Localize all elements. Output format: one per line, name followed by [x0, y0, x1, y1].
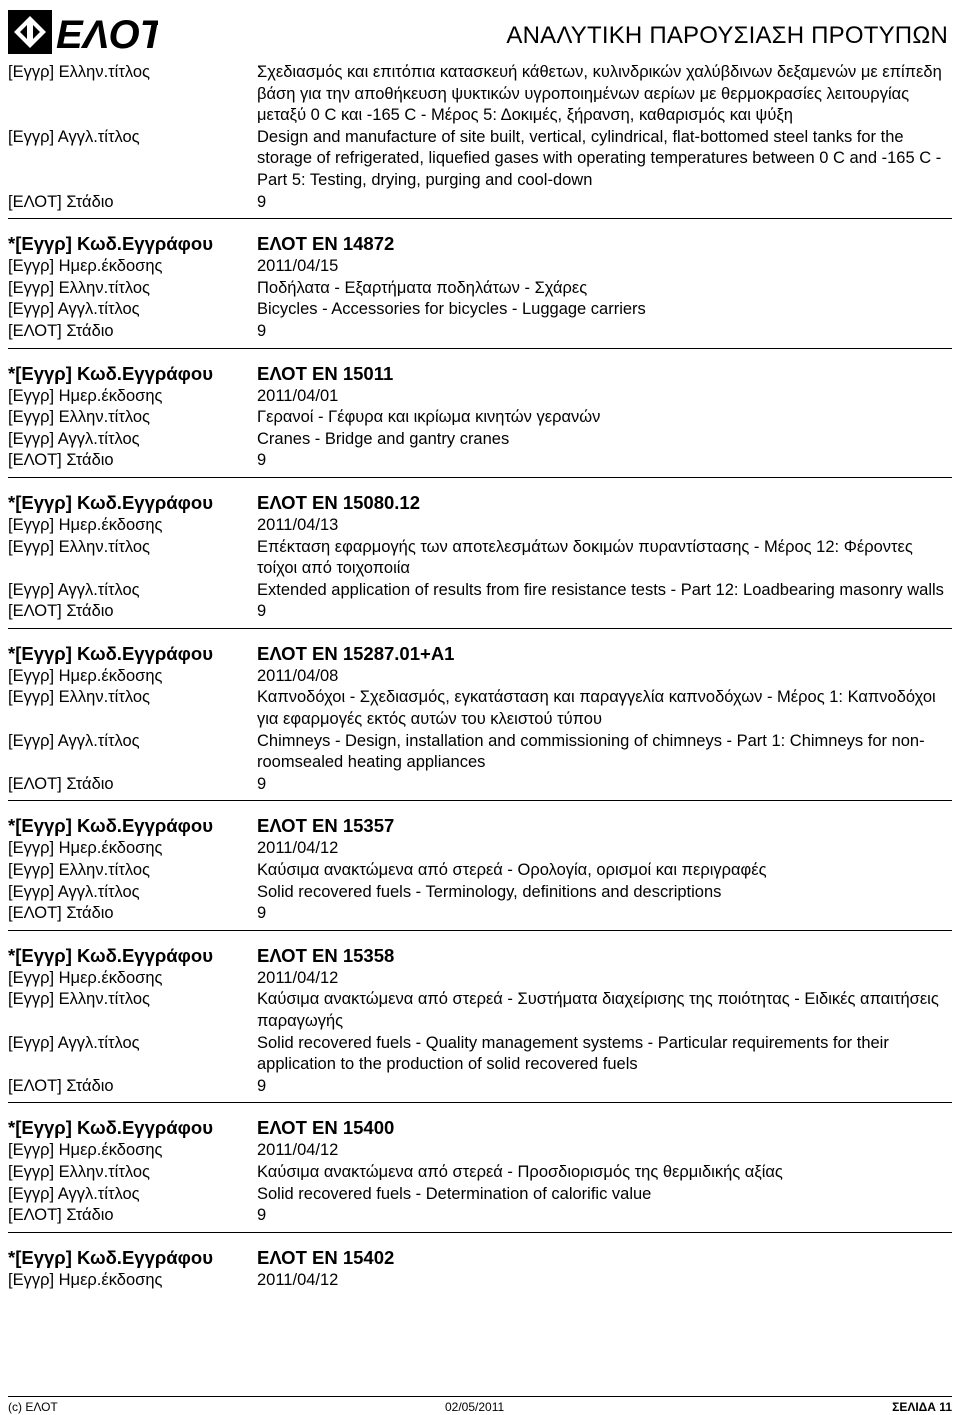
english-title-value: Extended application of results from fire resistance tests - Part 12: Loadbearing masonry walls — [257, 580, 944, 599]
stage-row — [8, 192, 952, 214]
document-code-row — [8, 491, 952, 515]
english-title-row — [8, 1184, 952, 1206]
issue-date-value: 2011/04/12 — [257, 1141, 339, 1160]
english-title-value: Design and manufacture of site built, vertical, cylindrical, flat-bottomed steel tanks for the storage of refrigerated, liquefied gases with operating temperatures between 0 C and -165 C - Part 5: Testing, drying, purging and cool-down — [257, 127, 942, 189]
issue-date-row — [8, 515, 952, 537]
issue-date-value: 2011/04/08 — [257, 666, 339, 685]
issue-date-label: [Εγγρ] Ημερ.έκδοσης — [8, 968, 163, 987]
document-code-label: *[Εγγρ] Κωδ.Εγγράφου — [8, 642, 213, 664]
greek-title-label: [Εγγρ] Ελλην.τίτλος — [8, 688, 150, 707]
document-code-value: ΕΛΟΤ EN 15358 — [257, 944, 395, 966]
english-title-label: [Εγγρ] Αγγλ.τίτλος — [8, 731, 140, 750]
english-title-row — [8, 299, 952, 321]
greek-title-label: [Εγγρ] Ελλην.τίτλος — [8, 278, 150, 297]
record-divider — [8, 800, 952, 801]
greek-title-row — [8, 1162, 952, 1184]
greek-title-row — [8, 860, 952, 882]
greek-title-value: Γερανοί - Γέφυρα και ικρίωμα κινητών γερανών — [257, 408, 601, 427]
record-divider — [8, 1102, 952, 1103]
greek-title-value: Καύσιμα ανακτώμενα από στερεά - Προσδιορισμός της θερμιδικής αξίας — [257, 1162, 783, 1181]
stage-value: 9 — [257, 451, 267, 470]
issue-date-row — [8, 256, 952, 278]
issue-date-label: [Εγγρ] Ημερ.έκδοσης — [8, 257, 163, 276]
issue-date-label: [Εγγρ] Ημερ.έκδοσης — [8, 1141, 163, 1160]
standard-record — [8, 814, 952, 924]
english-title-label: [Εγγρ] Αγγλ.τίτλος — [8, 127, 140, 146]
page-footer — [8, 1396, 952, 1413]
document-code-value: ΕΛΟΤ EN 14872 — [257, 233, 395, 255]
document-code-row — [8, 944, 952, 968]
issue-date-row — [8, 386, 952, 408]
standard-record — [8, 1246, 952, 1292]
stage-row — [8, 1076, 952, 1098]
greek-title-row — [8, 62, 952, 127]
issue-date-value: 2011/04/12 — [257, 968, 339, 987]
document-code-row — [8, 232, 952, 256]
greek-title-row — [8, 537, 952, 580]
greek-title-row — [8, 989, 952, 1032]
stage-row — [8, 450, 952, 472]
record-divider — [8, 930, 952, 931]
english-title-value: Bicycles - Accessories for bicycles - Luggage carriers — [257, 300, 646, 319]
record-divider — [8, 628, 952, 629]
english-title-row — [8, 731, 952, 774]
greek-title-label: [Εγγρ] Ελλην.τίτλος — [8, 1162, 150, 1181]
stage-value: 9 — [257, 1206, 267, 1225]
page-header — [8, 8, 952, 58]
english-title-value: Chimneys - Design, installation and commissioning of chimneys - Part 1: Chimneys for non-roomsealed heating appliances — [257, 731, 925, 772]
document-code-label: *[Εγγρ] Κωδ.Εγγράφου — [8, 233, 213, 255]
greek-title-value: Επέκταση εφαρμογής των αποτελεσμάτων δοκιμών πυραντίστασης - Μέρος 12: Φέροντες τοίχοι από τοιχοποιία — [257, 537, 913, 578]
english-title-value: Solid recovered fuels - Terminology, definitions and descriptions — [257, 882, 722, 901]
document-code-row — [8, 642, 952, 666]
document-code-row — [8, 362, 952, 386]
document-code-label: *[Εγγρ] Κωδ.Εγγράφου — [8, 1246, 213, 1268]
stage-label: [ΕΛΟΤ] Στάδιο — [8, 192, 114, 211]
issue-date-label: [Εγγρ] Ημερ.έκδοσης — [8, 666, 163, 685]
standard-record — [8, 362, 952, 472]
stage-value: 9 — [257, 321, 267, 340]
stage-row — [8, 601, 952, 623]
english-title-value: Solid recovered fuels - Quality management systems - Particular requirements for their application to the production of solid recovered fuels — [257, 1033, 889, 1074]
document-code-label: *[Εγγρ] Κωδ.Εγγράφου — [8, 944, 213, 966]
greek-title-value: Σχεδιασμός και επιτόπια κατασκευή κάθετων, κυλινδρικών χαλύβδινων δεξαμενών με επίπεδη βάση για την αποθήκευση ψυκτικών υγροποιημένων αερίων με θερμοκρασίες λειτουργίας μεταξύ 0 C και -165 C - Μέρος 5: Δοκιμές, ξήρανση, καθαρισμός και ψύξη — [257, 63, 942, 125]
elot-logo — [8, 8, 158, 56]
greek-title-label: [Εγγρ] Ελλην.τίτλος — [8, 537, 150, 556]
stage-label: [ΕΛΟΤ] Στάδιο — [8, 602, 114, 621]
issue-date-label: [Εγγρ] Ημερ.έκδοσης — [8, 1270, 163, 1289]
greek-title-value: Καύσιμα ανακτώμενα από στερεά - Συστήματα διαχείρισης της ποιότητας - Ειδικές απαιτήσεις παραγωγής — [257, 990, 939, 1030]
document-code-value: ΕΛΟΤ EN 15400 — [257, 1117, 395, 1139]
issue-date-row — [8, 1270, 952, 1292]
stage-row — [8, 774, 952, 796]
document-code-label: *[Εγγρ] Κωδ.Εγγράφου — [8, 815, 213, 837]
stage-value: 9 — [257, 192, 267, 211]
issue-date-label: [Εγγρ] Ημερ.έκδοσης — [8, 515, 163, 534]
english-title-row — [8, 127, 952, 192]
standard-record — [8, 62, 952, 213]
elot-logo-graphic — [8, 8, 158, 56]
footer-copyright: (c) ΕΛΟΤ — [8, 1400, 58, 1414]
standard-record — [8, 232, 952, 342]
stage-value: 9 — [257, 1076, 267, 1095]
document-code-label: *[Εγγρ] Κωδ.Εγγράφου — [8, 491, 213, 513]
document-code-label: *[Εγγρ] Κωδ.Εγγράφου — [8, 1117, 213, 1139]
english-title-row — [8, 882, 952, 904]
standards-list — [8, 62, 952, 1291]
greek-title-label: [Εγγρ] Ελλην.τίτλος — [8, 861, 150, 880]
greek-title-label: [Εγγρ] Ελλην.τίτλος — [8, 990, 150, 1009]
footer-date: 02/05/2011 — [445, 1400, 505, 1414]
stage-label: [ΕΛΟΤ] Στάδιο — [8, 321, 114, 340]
issue-date-label: [Εγγρ] Ημερ.έκδοσης — [8, 839, 163, 858]
document-code-row — [8, 814, 952, 838]
standard-record — [8, 1116, 952, 1226]
english-title-label: [Εγγρ] Αγγλ.τίτλος — [8, 882, 140, 901]
greek-title-value: Καπνοδόχοι - Σχεδιασμός, εγκατάσταση και παραγγελία καπνοδόχων - Μέρος 1: Καπνοδόχοι για εφαρμογές εκτός αυτών του κλειστού τύπου — [257, 688, 936, 729]
english-title-label: [Εγγρ] Αγγλ.τίτλος — [8, 1184, 140, 1203]
record-divider — [8, 1232, 952, 1233]
stage-label: [ΕΛΟΤ] Στάδιο — [8, 774, 114, 793]
document-code-value: ΕΛΟΤ EN 15080.12 — [257, 491, 421, 513]
document-code-value: ΕΛΟΤ EN 15402 — [257, 1246, 395, 1268]
greek-title-value: Ποδήλατα - Εξαρτήματα ποδηλάτων - Σχάρες — [257, 278, 588, 297]
stage-value: 9 — [257, 602, 267, 621]
stage-label: [ΕΛΟΤ] Στάδιο — [8, 1206, 114, 1225]
stage-value: 9 — [257, 904, 267, 923]
issue-date-value: 2011/04/12 — [257, 839, 339, 858]
standard-record — [8, 642, 952, 796]
standard-record — [8, 944, 952, 1098]
page-title: ΑΝΑΛΥΤΙΚΗ ΠΑΡΟΥΣΙΑΣΗ ΠΡΟΤΥΠΩΝ — [506, 22, 948, 49]
english-title-row — [8, 580, 952, 602]
record-divider — [8, 218, 952, 219]
english-title-label: [Εγγρ] Αγγλ.τίτλος — [8, 580, 140, 599]
footer-page-number: ΣΕΛΙΔΑ 11 — [892, 1400, 952, 1414]
english-title-label: [Εγγρ] Αγγλ.τίτλος — [8, 429, 140, 448]
document-code-value: ΕΛΟΤ EN 15287.01+A1 — [257, 642, 455, 664]
issue-date-value: 2011/04/12 — [257, 1270, 339, 1289]
greek-title-value: Καύσιμα ανακτώμενα από στερεά - Ορολογία, ορισμοί και περιγραφές — [257, 861, 767, 880]
issue-date-row — [8, 1140, 952, 1162]
greek-title-row — [8, 687, 952, 730]
document-code-row — [8, 1116, 952, 1140]
stage-row — [8, 903, 952, 925]
greek-title-row — [8, 278, 952, 300]
stage-value: 9 — [257, 774, 267, 793]
document-code-label: *[Εγγρ] Κωδ.Εγγράφου — [8, 362, 213, 384]
document-code-row — [8, 1246, 952, 1270]
english-title-label: [Εγγρ] Αγγλ.τίτλος — [8, 300, 140, 319]
stage-row — [8, 321, 952, 343]
logo-text: ΕΛΟΤ — [56, 13, 158, 56]
document-code-value: ΕΛΟΤ EN 15357 — [257, 815, 395, 837]
greek-title-label: [Εγγρ] Ελλην.τίτλος — [8, 63, 150, 81]
issue-date-value: 2011/04/01 — [257, 386, 339, 405]
stage-label: [ΕΛΟΤ] Στάδιο — [8, 904, 114, 923]
record-divider — [8, 477, 952, 478]
greek-title-label: [Εγγρ] Ελλην.τίτλος — [8, 408, 150, 427]
document-code-value: ΕΛΟΤ EN 15011 — [257, 362, 394, 384]
issue-date-row — [8, 968, 952, 990]
english-title-value: Solid recovered fuels - Determination of calorific value — [257, 1184, 652, 1203]
stage-row — [8, 1205, 952, 1227]
stage-label: [ΕΛΟΤ] Στάδιο — [8, 451, 114, 470]
greek-title-row — [8, 407, 952, 429]
issue-date-value: 2011/04/15 — [257, 257, 339, 276]
stage-label: [ΕΛΟΤ] Στάδιο — [8, 1076, 114, 1095]
english-title-label: [Εγγρ] Αγγλ.τίτλος — [8, 1033, 140, 1052]
english-title-value: Cranes - Bridge and gantry cranes — [257, 429, 510, 448]
issue-date-row — [8, 838, 952, 860]
record-divider — [8, 348, 952, 349]
issue-date-label: [Εγγρ] Ημερ.έκδοσης — [8, 386, 163, 405]
standard-record — [8, 491, 952, 623]
issue-date-row — [8, 666, 952, 688]
issue-date-value: 2011/04/13 — [257, 515, 339, 534]
english-title-row — [8, 429, 952, 451]
english-title-row — [8, 1033, 952, 1076]
